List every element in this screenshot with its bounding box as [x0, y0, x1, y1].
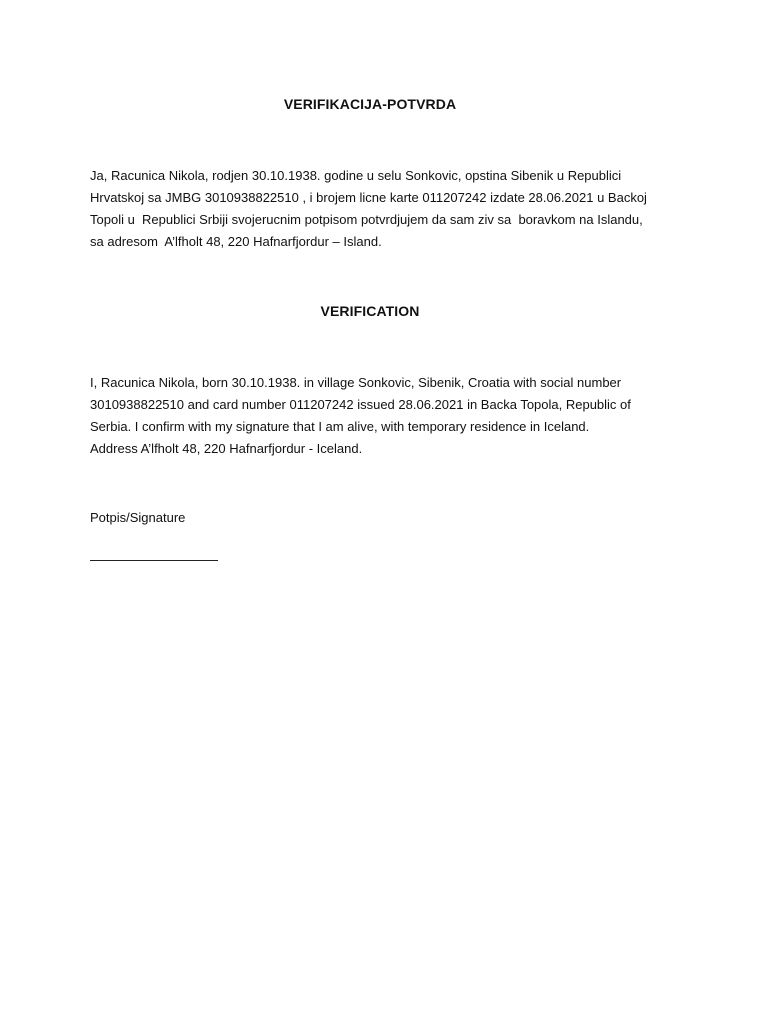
signature-label: Potpis/Signature — [90, 510, 186, 525]
paragraph-english-line: I, Racunica Nikola, born 30.10.1938. in village Sonkovic, Sibenik, Croatia with social number — [90, 375, 622, 390]
paragraph-serbian — [90, 165, 686, 253]
paragraph-english-line: Address A’lfholt 48, 220 Hafnarfjordur - Iceland. — [90, 441, 363, 456]
paragraph-english-line: 3010938822510 and card number 011207242 issued 28.06.2021 in Backa Topola, Republic of — [90, 397, 631, 412]
paragraph-english-line: Serbia. I confirm with my signature that I am alive, with temporary residence in Iceland. — [90, 419, 590, 434]
paragraph-serbian-line: Topoli u Republici Srbiji svojerucnim potpisom potvrdjujem da sam ziv sa boravkom na Islandu, — [90, 212, 643, 227]
signature-line — [90, 560, 218, 561]
paragraph-english — [90, 372, 686, 460]
paragraph-serbian-line: Ja, Racunica Nikola, rodjen 30.10.1938. godine u selu Sonkovic, opstina Sibenik u Republici — [90, 168, 622, 183]
paragraph-serbian-line: Hrvatskoj sa JMBG 3010938822510 , i brojem licne karte 011207242 izdate 28.06.2021 u Backoj — [90, 190, 647, 205]
title-serbian: VERIFIKACIJA-POTVRDA — [283, 96, 457, 112]
paragraph-serbian-line: sa adresom A’lfholt 48, 220 Hafnarfjordur – Island. — [90, 234, 382, 249]
title-english: VERIFICATION — [320, 303, 420, 319]
